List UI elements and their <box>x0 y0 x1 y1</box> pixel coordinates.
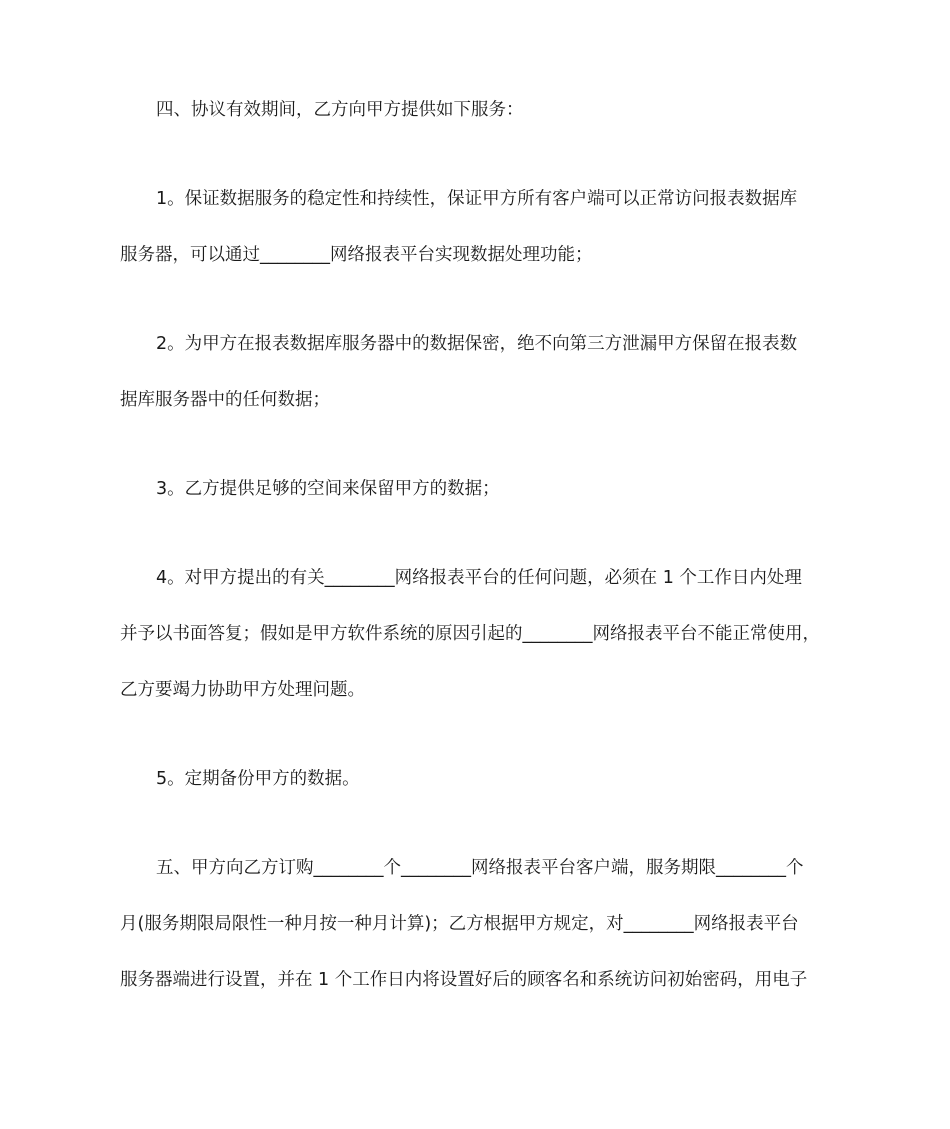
item-5-line-1: 5。定期备份甲方的数据。 <box>156 769 360 789</box>
section-five-line-2: 月(服务期限局限性一种月按一种月计算)；乙方根据甲方规定，对________网络报表平台 <box>120 914 799 934</box>
item-2-line-2: 据库服务器中的任何数据； <box>120 390 330 410</box>
item-2-line-1: 2。为甲方在报表数据库服务器中的数据保密，绝不向第三方泄漏甲方保留在报表数 <box>156 334 798 354</box>
item-4-line-3: 乙方要竭力协助甲方处理问题。 <box>120 680 365 700</box>
item-3-line-1: 3。乙方提供足够的空间来保留甲方的数据； <box>156 479 500 499</box>
item-4-line-1: 4。对甲方提出的有关________网络报表平台的任何问题，必须在 1 个工作日内处理 <box>156 568 802 588</box>
section-five-line-3: 服务器端进行设置，并在 1 个工作日内将设置好后的顾客名和系统访问初始密码，用电子 <box>120 970 808 990</box>
item-1-line-2: 服务器，可以通过________网络报表平台实现数据处理功能； <box>120 245 593 265</box>
item-4-line-2: 并予以书面答复；假如是甲方软件系统的原因引起的________网络报表平台不能正常使用， <box>120 624 820 644</box>
section-five-line-1: 五、甲方向乙方订购________个________网络报表平台客户端，服务期限________个 <box>156 858 804 878</box>
section-four-heading: 四、协议有效期间，乙方向甲方提供如下服务： <box>156 100 524 120</box>
item-1-line-1: 1。保证数据服务的稳定性和持续性，保证甲方所有客户端可以正常访问报表数据库 <box>156 189 798 209</box>
